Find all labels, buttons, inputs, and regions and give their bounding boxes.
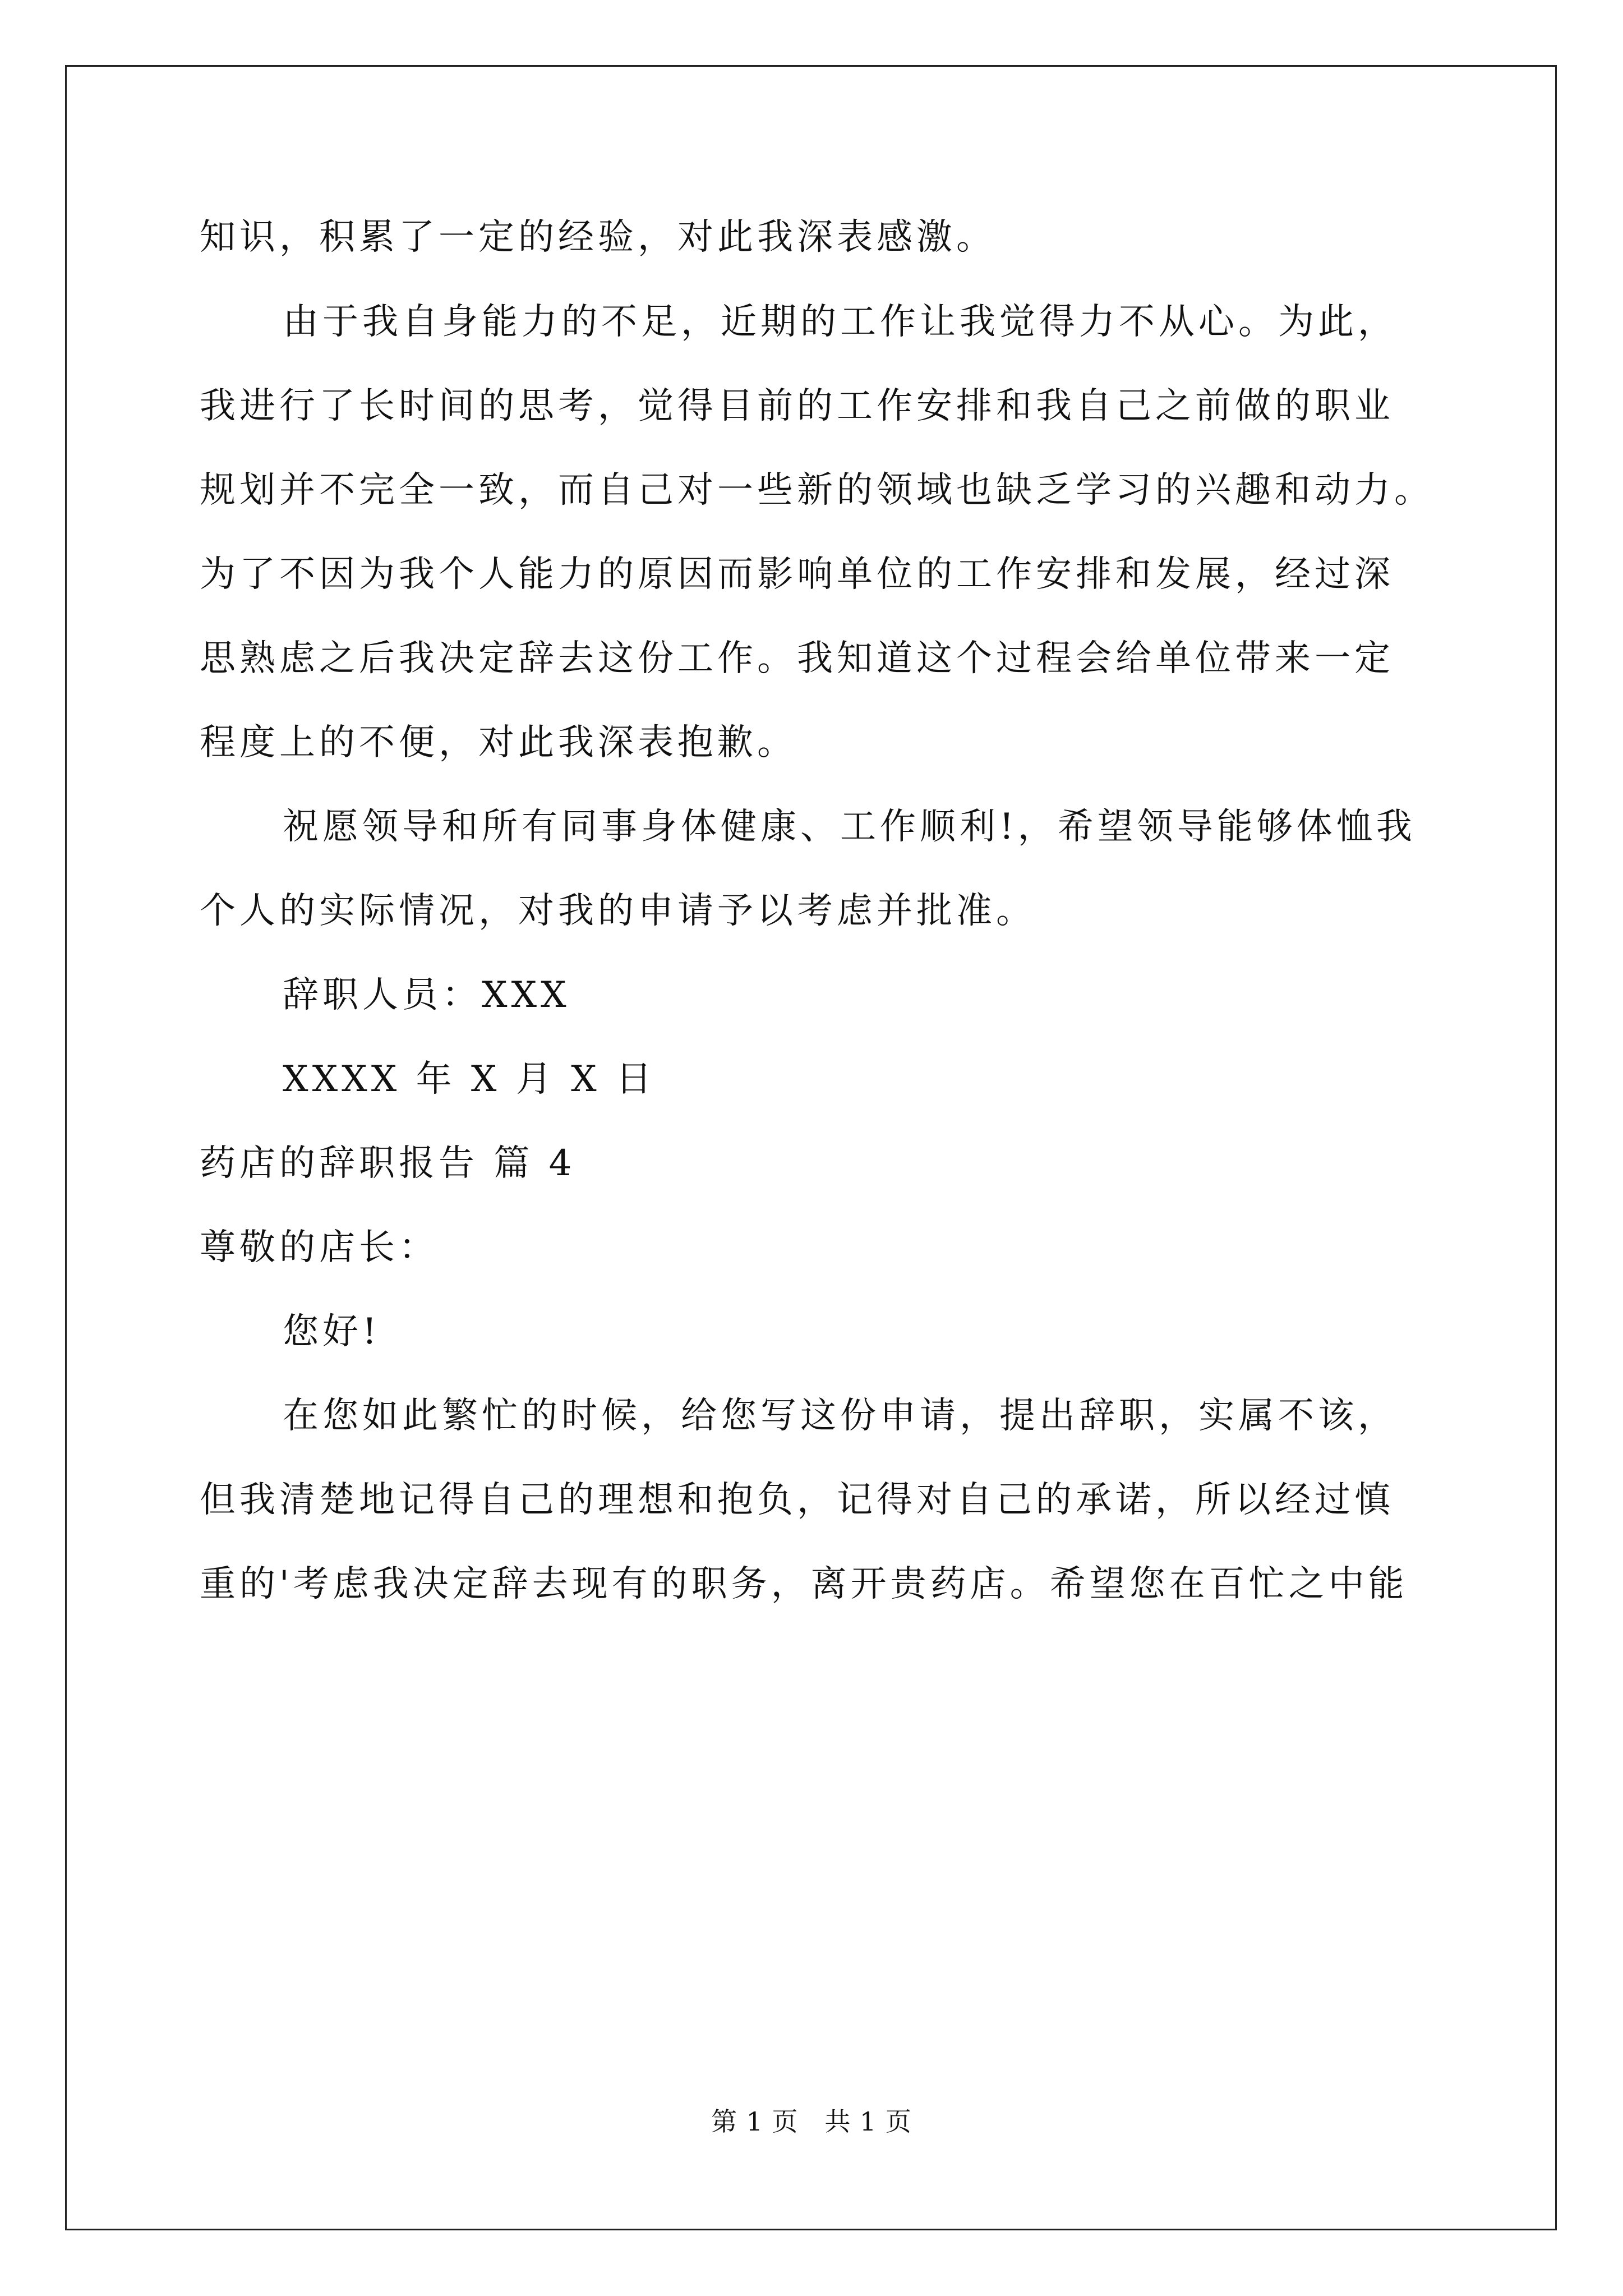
signature-line: 辞职人员：XXX (283, 974, 570, 1016)
paragraph-first-line: 由于我自身能力的不足，近期的工作让我觉得力不从心。为此， (283, 301, 1398, 343)
paragraph-first-line: 祝愿领导和所有同事身体健康、工作顺利!，希望领导能够体恤我 (283, 806, 1416, 848)
body-text-line: 但我清楚地记得自己的理想和抱负，记得对自己的承诺，所以经过慎 (200, 1479, 1394, 1521)
body-text-line: 思熟虑之后我决定辞去这份工作。我知道这个过程会给单位带来一定 (200, 638, 1394, 679)
date-line: XXXX 年 X 月 X 日 (283, 1059, 656, 1100)
body-text-line: 重的'考虑我决定辞去现有的职务，离开贵药店。希望您在百忙之中能 (200, 1563, 1408, 1605)
section-heading: 药店的辞职报告 篇 4 (200, 1143, 576, 1184)
page-footer: 第 1 页 共 1 页 (711, 2106, 912, 2137)
body-text-line: 程度上的不便，对此我深表抱歉。 (200, 722, 797, 763)
greeting: 您好! (283, 1311, 381, 1352)
body-text-line: 个人的实际情况，对我的申请予以考虑并批准。 (200, 890, 1036, 932)
salutation: 尊敬的店长： (200, 1227, 439, 1268)
paragraph-first-line: 在您如此繁忙的时候，给您写这份申请，提出辞职，实属不该， (283, 1395, 1398, 1437)
body-text-line: 我进行了长时间的思考，觉得目前的工作安排和我自己之前做的职业 (200, 385, 1394, 427)
body-text-line: 知识，积累了一定的经验，对此我深表感激。 (200, 217, 996, 258)
body-text-line: 为了不因为我个人能力的原因而影响单位的工作安排和发展，经过深 (200, 554, 1394, 595)
body-text-line: 规划并不完全一致，而自己对一些新的领域也缺乏学习的兴趣和动力。 (200, 470, 1434, 511)
